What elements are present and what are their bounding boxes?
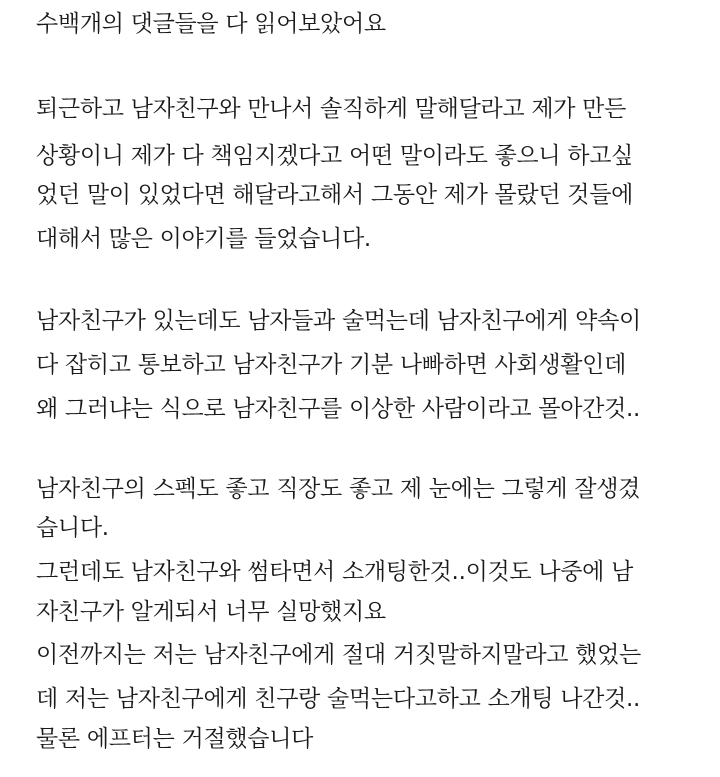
text-line: 물론 에프터는 거절했습니다 [36,726,314,752]
text-line: 었던 말이 있었다면 해달라고해서 그동안 제가 몰랐던 것들에 [36,182,634,208]
text-line: 그런데도 남자친구와 썸타면서 소개팅한것..이것도 나중에 남 [36,559,634,585]
text-line: 자친구가 알게되서 너무 실망했지요 [36,599,386,625]
text-line: 대해서 많은 이야기를 들었습니다. [36,226,371,252]
text-line: 퇴근하고 남자친구와 만나서 솔직하게 말해달라고 제가 만든 [36,96,627,122]
text-line: 남자친구가 있는데도 남자들과 술먹는데 남자친구에게 약속이 [36,308,641,334]
text-line: 상황이니 제가 다 책임지겠다고 어떤 말이라도 좋으니 하고싶 [36,143,634,169]
text-line: 남자친구의 스펙도 좋고 직장도 좋고 제 눈에는 그렇게 잘생겼 [36,476,641,502]
text-line: 다 잡히고 통보하고 남자친구가 기분 나빠하면 사회생활인데 [36,352,627,378]
text-line: 수백개의 댓글들을 다 읽어보았어요 [36,11,386,37]
text-line: 이전까지는 저는 남자친구에게 절대 거짓말하지말라고 했었는 [36,642,641,668]
text-line: 데 저는 남자친구에게 친구랑 술먹는다고하고 소개팅 나간것.. [36,686,641,712]
text-line: 습니다. [36,515,109,541]
text-line: 왜 그러냐는 식으로 남자친구를 이상한 사람이라고 몰아간것.. [36,396,641,422]
